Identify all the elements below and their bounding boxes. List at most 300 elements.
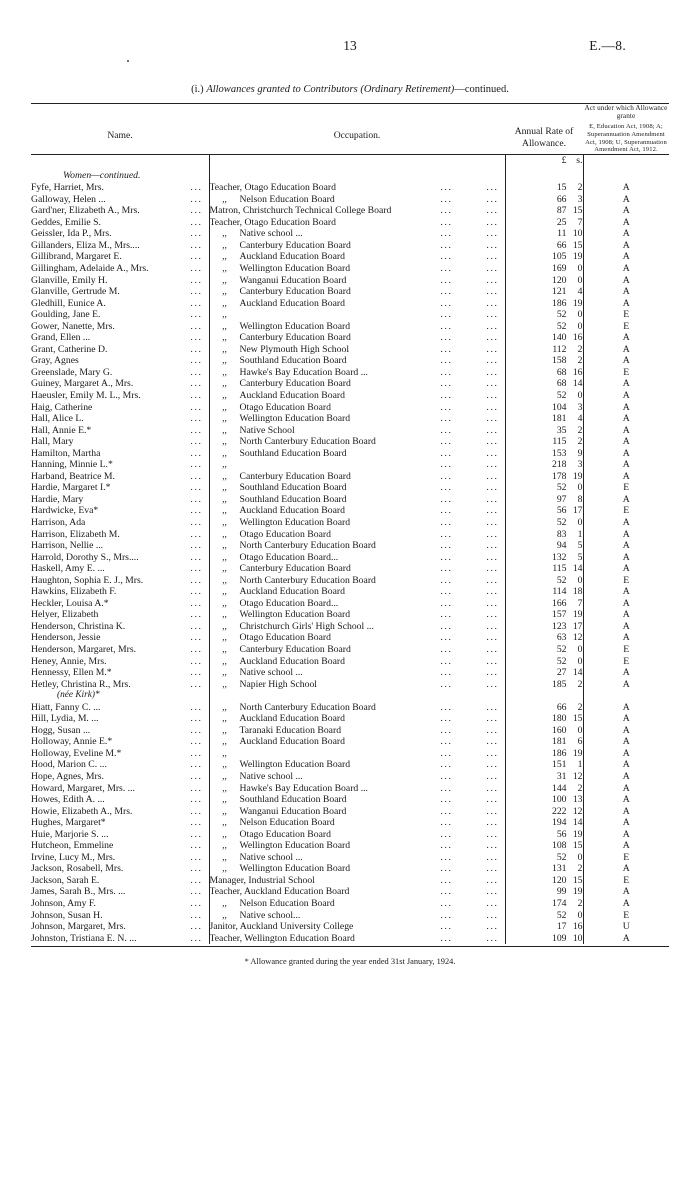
row-act: A <box>583 471 669 483</box>
row-name: Gray, Agnes ... <box>31 355 203 367</box>
table-row <box>31 736 669 748</box>
row-rate: 35 2 <box>505 425 583 437</box>
row-occupation: ,, Nelson Education Board ... ... <box>209 194 505 206</box>
row-act: A <box>583 332 669 344</box>
row-occupation: ,, Southland Education Board ... ... <box>209 448 505 460</box>
table-row <box>31 448 669 460</box>
row-name: Jackson, Rosabell, Mrs. ... <box>31 863 203 875</box>
row-rate: 151 1 <box>505 759 583 771</box>
row-act: A <box>583 217 669 229</box>
row-occupation: ,, Southland Education Board ... ... <box>209 355 505 367</box>
row-name: Henderson, Christina K. ... <box>31 620 203 632</box>
table-row <box>31 344 669 356</box>
row-occupation: ,, Canterbury Education Board ... ... <box>209 644 505 656</box>
row-occupation: ,, Native school... ... ... <box>209 910 505 922</box>
row-occupation: ,, Wellington Education Board ... ... <box>209 263 505 275</box>
row-rate: 140 16 <box>505 332 583 344</box>
row-name: Hamilton, Martha ... <box>31 447 203 459</box>
table-row <box>31 205 669 217</box>
row-occupation: ,, Otago Education Board... ... ... <box>209 552 505 564</box>
row-act: A <box>583 436 669 448</box>
caption-suffix: —continued. <box>454 84 509 95</box>
row-rate: 186 19 <box>505 748 583 760</box>
row-rate: 181 4 <box>505 413 583 425</box>
spacer-cell <box>31 155 209 167</box>
row-act: A <box>583 540 669 552</box>
table-row <box>31 436 669 448</box>
row-act: A <box>583 679 669 691</box>
row-act: A <box>583 598 669 610</box>
row-occupation: ,, Native school ... ... ... <box>209 771 505 783</box>
row-name: Geissler, Ida P., Mrs. ... <box>31 228 203 240</box>
table-row <box>31 298 669 310</box>
row-rate: 121 4 <box>505 286 583 298</box>
row-occupation: Teacher, Otago Education Board ... ... <box>209 217 505 229</box>
row-act: A <box>583 344 669 356</box>
row-occupation: ,, Otago Education Board... ... ... <box>209 598 505 610</box>
row-act: A <box>583 725 669 737</box>
row-rate: 56 19 <box>505 829 583 841</box>
table-row <box>31 748 669 760</box>
row-occupation: ,, Otago Education Board ... ... <box>209 402 505 414</box>
row-rate: 52 0 <box>505 390 583 402</box>
row-occupation: ,, Hawke's Bay Education Board ... ... ... <box>209 367 505 379</box>
table-row <box>31 413 669 425</box>
money-symbol-row <box>31 155 669 167</box>
row-rate: 83 1 <box>505 529 583 541</box>
row-act: E <box>583 482 669 494</box>
money-symbols: £ s. <box>505 155 583 167</box>
row-act: A <box>583 863 669 875</box>
page-header <box>0 38 700 68</box>
table-row <box>31 725 669 737</box>
row-act: A <box>583 771 669 783</box>
row-act: E <box>583 367 669 379</box>
row-name: Hope, Agnes, Mrs. ... <box>31 771 203 783</box>
row-act: A <box>583 275 669 287</box>
row-rate: 52 0 <box>505 575 583 587</box>
header-name-label: Name. <box>107 130 133 141</box>
row-name: Hogg, Susan ... ... <box>31 724 203 736</box>
row-act: A <box>583 609 669 621</box>
row-act: E <box>583 575 669 587</box>
row-name: Hardwicke, Eva* ... <box>31 505 203 517</box>
row-name: Fyfe, Harriet, Mrs. ... <box>31 182 203 194</box>
row-name: Jackson, Sarah E. ... <box>31 874 203 886</box>
row-name: Galloway, Helen ... ... <box>31 193 203 205</box>
table-row <box>31 702 669 714</box>
row-rate: 153 9 <box>505 448 583 460</box>
table-row <box>31 378 669 390</box>
row-act: A <box>583 448 669 460</box>
row-rate: 52 0 <box>505 309 583 321</box>
row-rate: 109 10 <box>505 933 583 945</box>
row-rate: 186 19 <box>505 298 583 310</box>
row-name: Holloway, Annie E.* ... <box>31 736 203 748</box>
table-body <box>31 155 669 945</box>
row-act: A <box>583 806 669 818</box>
row-occupation: ,, North Canterbury Education Board ... ... <box>209 436 505 448</box>
row-occupation: ,, Otago Education Board ... ... <box>209 632 505 644</box>
row-occupation: ,, Auckland Education Board ... ... <box>209 736 505 748</box>
row-name: Hanning, Minnie L.* ... <box>31 459 203 471</box>
row-act: E <box>583 910 669 922</box>
row-occupation: ,, Wellington Education Board ... ... <box>209 759 505 771</box>
row-name: Hennessy, Ellen M.* ... <box>31 667 203 679</box>
row-act: A <box>583 794 669 806</box>
row-rate: 94 5 <box>505 540 583 552</box>
row-name: Hardie, Mary ... <box>31 493 203 505</box>
row-name: Greenslade, Mary G. ... <box>31 366 203 378</box>
row-occupation: ,, Wanganui Education Board ... ... <box>209 275 505 287</box>
row-rate: 68 16 <box>505 367 583 379</box>
row-occupation: ,, ... ... <box>209 309 505 321</box>
row-name: Hardie, Margaret I.* ... <box>31 482 203 494</box>
row-rate: 17 16 <box>505 921 583 933</box>
row-act: A <box>583 840 669 852</box>
row-name: Harband, Beatrice M. ... <box>31 470 203 482</box>
row-rate: 131 2 <box>505 863 583 875</box>
row-act: A <box>583 829 669 841</box>
row-rate: 222 12 <box>505 806 583 818</box>
row-name: Henderson, Margaret, Mrs. ... <box>31 644 203 655</box>
document-page <box>0 38 700 1188</box>
table-row <box>31 852 669 864</box>
row-occupation: ,, Wellington Education Board ... ... <box>209 517 505 529</box>
spacer-cell <box>209 155 505 167</box>
table-row <box>31 898 669 910</box>
table-row <box>31 494 669 506</box>
row-name: Haig, Catherine ... <box>31 401 203 413</box>
table-row <box>31 286 669 298</box>
row-act: A <box>583 251 669 263</box>
table-row <box>31 667 669 679</box>
row-act: A <box>583 759 669 771</box>
row-name: Heckler, Louisa A.* ... <box>31 597 203 609</box>
row-name: Geddes, Emilie S. ... <box>31 216 203 228</box>
header-rate-label: Annual Rate of Allowance. <box>514 126 574 150</box>
table-row <box>31 321 669 333</box>
table-row <box>31 275 669 287</box>
row-occupation: Teacher, Wellington Education Board ... ... <box>209 933 505 945</box>
row-rate: 52 0 <box>505 482 583 494</box>
spacer-cell <box>505 167 583 183</box>
row-act: A <box>583 228 669 240</box>
row-act: A <box>583 194 669 206</box>
row-act: A <box>583 563 669 575</box>
row-act: A <box>583 182 669 194</box>
row-occupation: ,, Otago Education Board ... ... <box>209 529 505 541</box>
row-name: Gledhill, Eunice A. ... <box>31 297 203 309</box>
row-occupation: ,, Auckland Education Board ... ... <box>209 390 505 402</box>
table-row <box>31 644 669 656</box>
row-rate: 157 19 <box>505 609 583 621</box>
header-rate <box>505 104 583 155</box>
caption-prefix: (i.) <box>191 84 204 95</box>
row-act: E <box>583 309 669 321</box>
table-row <box>31 425 669 437</box>
table-row <box>31 679 669 691</box>
row-rate: 105 19 <box>505 251 583 263</box>
header-act-detail: E, Education Act, 1908; A; Superannuation Amendment Act, 1908; U, Superannuation Amendment Act, 1912. <box>585 122 667 154</box>
table-row <box>31 933 669 945</box>
row-occupation: ,, Otago Education Board ... ... <box>209 829 505 841</box>
row-occupation: ,, Auckland Education Board ... ... <box>209 505 505 517</box>
row-rate: 123 17 <box>505 621 583 633</box>
row-occupation: ,, Canterbury Education Board ... ... <box>209 563 505 575</box>
table-row <box>31 517 669 529</box>
row-name: Johnston, Tristiana E. N. ... ... <box>31 932 203 944</box>
row-act: A <box>583 240 669 252</box>
row-name: Hawkins, Elizabeth F. ... <box>31 586 203 598</box>
row-occupation: ,, New Plymouth High School ... ... <box>209 344 505 356</box>
row-name: Haeusler, Emily M. L., Mrs. ... <box>31 389 203 401</box>
row-occupation: ,, Native School ... ... <box>209 425 505 437</box>
table-row <box>31 540 669 552</box>
row-rate: 178 19 <box>505 471 583 483</box>
table-row <box>31 251 669 263</box>
row-rate: 15 2 <box>505 182 583 194</box>
table-row <box>31 759 669 771</box>
row-occupation: ,, Native school ... ... ... <box>209 667 505 679</box>
table-row <box>31 840 669 852</box>
row-rate: 166 7 <box>505 598 583 610</box>
table-row <box>31 771 669 783</box>
table-row <box>31 390 669 402</box>
section-heading-row <box>31 167 669 183</box>
row-rate: 115 2 <box>505 436 583 448</box>
row-name: Gower, Nanette, Mrs. ... <box>31 320 203 332</box>
table-row <box>31 459 669 471</box>
row-name: Johnson, Susan H. ... <box>31 909 203 921</box>
table-row-continuation <box>31 690 669 702</box>
table-row <box>31 713 669 725</box>
table-row <box>31 621 669 633</box>
row-act: A <box>583 425 669 437</box>
row-occupation: ,, Hawke's Bay Education Board ... ... ... <box>209 783 505 795</box>
row-name: Gillanders, Eliza M., Mrs.... ... <box>31 239 203 251</box>
row-occupation: ,, Nelson Education Board ... ... <box>209 817 505 829</box>
row-name: Hood, Marion C. ... ... <box>31 759 203 771</box>
row-occupation: ,, Native school ... ... ... <box>209 852 505 864</box>
row-name: Gard'ner, Elizabeth A., Mrs. ... <box>31 205 203 217</box>
table-row <box>31 783 669 795</box>
table-row <box>31 471 669 483</box>
row-act: A <box>583 205 669 217</box>
row-rate: 56 17 <box>505 505 583 517</box>
row-name: Holloway, Eveline M.* ... <box>31 747 203 759</box>
row-occupation: ,, Nelson Education Board ... ... <box>209 898 505 910</box>
table-row <box>31 529 669 541</box>
row-name: Howes, Edith A. ... ... <box>31 794 203 806</box>
row-rate: 66 3 <box>505 194 583 206</box>
table-row <box>31 598 669 610</box>
row-rate: 174 2 <box>505 898 583 910</box>
allowances-table <box>31 103 669 944</box>
row-occupation: Manager, Industrial School ... ... <box>209 875 505 887</box>
row-act: A <box>583 390 669 402</box>
row-act: A <box>583 713 669 725</box>
row-rate: 52 0 <box>505 321 583 333</box>
row-rate: 97 8 <box>505 494 583 506</box>
table-row <box>31 609 669 621</box>
row-act: A <box>583 736 669 748</box>
row-rate: 114 18 <box>505 586 583 598</box>
spacer-cell <box>583 167 669 183</box>
row-act: A <box>583 702 669 714</box>
table-row <box>31 563 669 575</box>
row-occupation: ,, Wellington Education Board ... ... <box>209 609 505 621</box>
section-heading: Women—continued. <box>63 169 141 181</box>
table-row <box>31 806 669 818</box>
table-head <box>31 104 669 155</box>
row-name: Glanville, Gertrude M. ... <box>31 286 203 298</box>
row-act: E <box>583 505 669 517</box>
row-occupation: ,, Southland Education Board ... ... <box>209 494 505 506</box>
table-row <box>31 367 669 379</box>
row-rate: 158 2 <box>505 355 583 367</box>
row-name: Hall, Alice L. ... <box>31 413 203 425</box>
row-name: Hall, Mary ... <box>31 436 203 448</box>
row-occupation: ,, Canterbury Education Board ... ... <box>209 286 505 298</box>
row-act: A <box>583 748 669 760</box>
row-name: James, Sarah B., Mrs. ... ... <box>31 886 203 898</box>
row-act: A <box>583 517 669 529</box>
row-occupation: ,, North Canterbury Education Board ... ... <box>209 575 505 587</box>
document-code: E.—8. <box>589 38 626 53</box>
row-rate: 52 0 <box>505 644 583 656</box>
header-occupation <box>209 104 505 155</box>
caption-title: Allowances granted to Contributors (Ordinary Retirement) <box>206 84 455 95</box>
row-rate: 66 15 <box>505 240 583 252</box>
table-row <box>31 921 669 933</box>
row-name: Haskell, Amy E. ... ... <box>31 563 203 575</box>
table-row <box>31 910 669 922</box>
table-row <box>31 402 669 414</box>
row-rate: 87 15 <box>505 205 583 217</box>
row-occupation: ,, Auckland Education Board ... ... <box>209 656 505 668</box>
row-act: A <box>583 286 669 298</box>
row-act: A <box>583 886 669 898</box>
row-name: Hetley, Christina R., Mrs. ... <box>31 678 203 690</box>
row-occupation: ,, Auckland Education Board ... ... <box>209 251 505 263</box>
row-occupation: ,, ... ... <box>209 459 505 471</box>
row-occupation: ,, Wellington Education Board ... ... <box>209 840 505 852</box>
row-name: Harrold, Dorothy S., Mrs.... ... <box>31 551 203 563</box>
row-occupation: Janitor, Auckland University College ... ... <box>209 921 505 933</box>
row-act: A <box>583 529 669 541</box>
row-rate: 52 0 <box>505 517 583 529</box>
row-name-continuation: (née Kirk)* <box>57 690 100 701</box>
table-row <box>31 575 669 587</box>
table-row <box>31 886 669 898</box>
row-rate: 25 7 <box>505 217 583 229</box>
row-occupation: ,, Auckland Education Board ... ... <box>209 586 505 598</box>
header-occupation-label: Occupation. <box>333 130 381 141</box>
row-occupation: ,, Canterbury Education Board ... ... <box>209 378 505 390</box>
row-occupation: ,, North Canterbury Education Board ... ... <box>209 702 505 714</box>
row-act: A <box>583 378 669 390</box>
row-name: Helyer, Elizabeth ... <box>31 609 203 621</box>
spacer-cell <box>209 690 505 702</box>
row-act: A <box>583 552 669 564</box>
row-rate: 185 2 <box>505 679 583 691</box>
row-name: Gillibrand, Margaret E. ... <box>31 251 203 263</box>
row-act: A <box>583 586 669 598</box>
row-act: A <box>583 667 669 679</box>
table-row <box>31 863 669 875</box>
row-occupation: ,, Native school ... ... ... <box>209 228 505 240</box>
table-row <box>31 228 669 240</box>
row-name: Huie, Marjorie S. ... ... <box>31 828 203 840</box>
row-act: A <box>583 494 669 506</box>
row-occupation: Matron, Christchurch Technical College Board ... ... <box>209 205 505 217</box>
row-act: E <box>583 852 669 864</box>
row-rate: 52 0 <box>505 910 583 922</box>
row-name: Irvine, Lucy M., Mrs. ... <box>31 851 203 863</box>
row-occupation: ,, Taranaki Education Board ... ... <box>209 725 505 737</box>
row-rate: 108 15 <box>505 840 583 852</box>
table-row <box>31 240 669 252</box>
row-name: Guiney, Margaret A., Mrs. ... <box>31 378 203 390</box>
spacer-cell <box>209 167 505 183</box>
row-rate: 104 3 <box>505 402 583 414</box>
table-row <box>31 332 669 344</box>
row-name: Haughton, Sophia E. J., Mrs. ... <box>31 574 203 586</box>
row-name: Johnson, Margaret, Mrs. ... <box>31 921 203 933</box>
row-act: A <box>583 783 669 795</box>
table-row <box>31 355 669 367</box>
table-row <box>31 552 669 564</box>
table-row <box>31 182 669 194</box>
row-act: E <box>583 656 669 668</box>
table-row <box>31 829 669 841</box>
row-name: Hutcheon, Emmeline ... <box>31 840 203 852</box>
row-name: Hill, Lydia, M. ... ... <box>31 713 203 725</box>
spacer-cell <box>505 690 583 702</box>
row-name: Hughes, Margaret* ... <box>31 817 203 829</box>
row-name: Gillingham, Adelaide A., Mrs. ... <box>31 262 203 274</box>
row-name: Heney, Annie, Mrs. ... <box>31 655 203 667</box>
table-row <box>31 263 669 275</box>
row-occupation: ,, North Canterbury Education Board ... ... <box>209 540 505 552</box>
table-row <box>31 794 669 806</box>
spacer-cell <box>583 155 669 167</box>
row-rate: 27 14 <box>505 667 583 679</box>
row-name: Goulding, Jane E. ... <box>31 309 203 321</box>
row-act: A <box>583 632 669 644</box>
row-occupation: ,, Napier High School ... ... <box>209 679 505 691</box>
row-occupation: ,, Wellington Education Board ... ... <box>209 863 505 875</box>
row-occupation: ,, Canterbury Education Board ... ... <box>209 471 505 483</box>
table-caption <box>0 84 700 95</box>
row-name: Johnson, Amy F. ... <box>31 898 203 910</box>
row-rate: 181 6 <box>505 736 583 748</box>
row-rate: 180 15 <box>505 713 583 725</box>
row-rate: 115 14 <box>505 563 583 575</box>
row-rate: 31 12 <box>505 771 583 783</box>
row-rate: 100 13 <box>505 794 583 806</box>
row-rate: 63 12 <box>505 632 583 644</box>
row-name: Grant, Catherine D. ... <box>31 343 203 355</box>
row-name: Howie, Elizabeth A., Mrs. ... <box>31 805 203 817</box>
row-name: Glanville, Emily H. ... <box>31 274 203 286</box>
row-act: A <box>583 355 669 367</box>
row-occupation: Teacher, Otago Education Board ... ... <box>209 182 505 194</box>
table-row <box>31 875 669 887</box>
row-rate: 11 10 <box>505 228 583 240</box>
row-rate: 144 2 <box>505 783 583 795</box>
